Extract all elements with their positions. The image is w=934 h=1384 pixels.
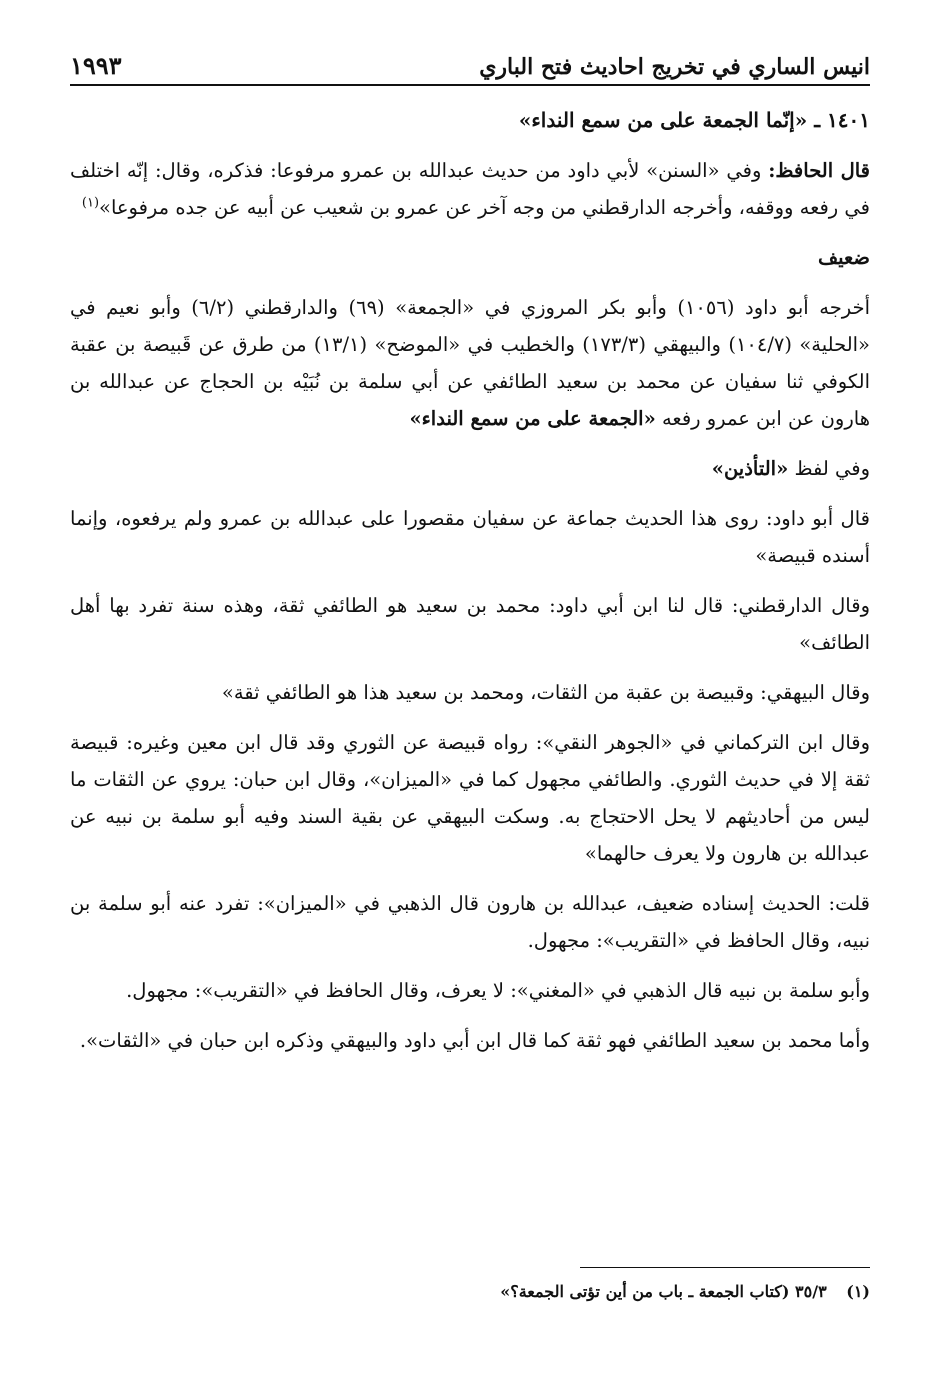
abu-dawud-paragraph: قال أبو داود: روى هذا الحديث جماعة عن سفيان مقصورا على عبدالله بن عمرو ولم يرفعوه، وإنما أسنده قبيصة» bbox=[70, 507, 870, 567]
hadith-heading-text: ١٤٠١ ـ «إنّما الجمعة على من سمع النداء» bbox=[518, 108, 870, 132]
hafiz-text: وفي «السنن» لأبي داود من حديث عبدالله بن عمرو مرفوعا: فذكره، وقال: إنّه اختلف في رفعه ووقفه، وأخرجه الدارقطني من وجه آخر عن عمرو بن شعيب عن أبيه عن جده مرفوعا» bbox=[70, 159, 870, 219]
footnote-divider bbox=[580, 1267, 870, 1268]
footnote-reference[interactable]: (١) bbox=[81, 195, 100, 211]
daraqutni-paragraph: وقال الدارقطني: قال لنا ابن أبي داود: محمد بن سعيد هو الطائفي ثقة، وهذه سنة تفرد بها أهل الطائف» bbox=[70, 594, 870, 654]
takhrij-text: أخرجه أبو داود (١٠٥٦) وأبو بكر المروزي في «الجمعة» (٦٩) والدارقطني (٦/٢) وأبو نعيم في «الحلية» (١٠٤/٧) والبيهقي (١٧٣/٣) والخطيب في «الموضح» (١٣/١) من طرق عن قَبيصة بن عقبة الكوفي ثنا سفيان عن محمد بن سعيد الطائفي عن أبي سلمة بن نُبَيْه بن الحجاج عن عبدالله بن هارون عن ابن عمرو رفعه bbox=[70, 296, 870, 430]
running-header bbox=[70, 40, 870, 86]
footnote-text: ٣٥/٣ (كتاب الجمعة ـ باب من أين تؤتى الجمعة؟» bbox=[500, 1282, 827, 1301]
turkmani-paragraph: وقال ابن التركماني في «الجوهر النقي»: رواه قبيصة عن الثوري وقد قال ابن معين وغيره: قبيصة ثقة إلا في حديث الثوري. والطائفي مجهول كما في «الميزان»، وقال ابن حبان: يروي عن الثقات ما ليس من أحاديثهم لا يحل الاحتجاج به. وسكت البيهقي عن بقية السند وفيه أبو سلمة بن نبيه عن عبدالله بن هارون ولا يعرف حالهما» bbox=[70, 731, 870, 865]
footnote-number: (١) bbox=[846, 1282, 870, 1301]
hafiz-lead: قال الحافظ: bbox=[768, 159, 870, 182]
takhrij-quote: «الجمعة على من سمع النداء» bbox=[409, 407, 656, 430]
lafz-quote: «التأذين» bbox=[711, 457, 789, 480]
grade-label: ضعيف bbox=[817, 246, 870, 269]
book-title: انيس الساري في تخريج احاديث فتح الباري bbox=[479, 54, 870, 80]
qultu-paragraph: قلت: الحديث إسناده ضعيف، عبدالله بن هارون قال الذهبي في «الميزان»: تفرد عنه أبو سلمة بن نبيه، وقال الحافظ في «التقريب»: مجهول. bbox=[70, 892, 870, 952]
muhammad-paragraph: وأما محمد بن سعيد الطائفي فهو ثقة كما قال ابن أبي داود والبيهقي وذكره ابن حبان في «الثقات». bbox=[79, 1029, 870, 1052]
hadith-heading bbox=[70, 102, 870, 139]
document-page bbox=[70, 40, 870, 1360]
takhrij-paragraph bbox=[70, 289, 870, 437]
main-text bbox=[70, 102, 870, 1059]
lafz-paragraph bbox=[70, 450, 870, 487]
abu-salama-paragraph: وأبو سلمة بن نبيه قال الذهبي في «المغني»: لا يعرف، وقال الحافظ في «التقريب»: مجهول. bbox=[126, 979, 870, 1002]
hafiz-paragraph bbox=[70, 152, 870, 226]
page-number: ١٩٩٣ bbox=[70, 51, 122, 80]
lafz-text: وفي لفظ bbox=[794, 457, 870, 480]
grade-paragraph bbox=[70, 239, 870, 276]
bayhaqi-paragraph: وقال البيهقي: وقبيصة بن عقبة من الثقات، ومحمد بن سعيد هذا هو الطائفي ثقة» bbox=[221, 681, 870, 704]
footnote bbox=[70, 1278, 870, 1306]
